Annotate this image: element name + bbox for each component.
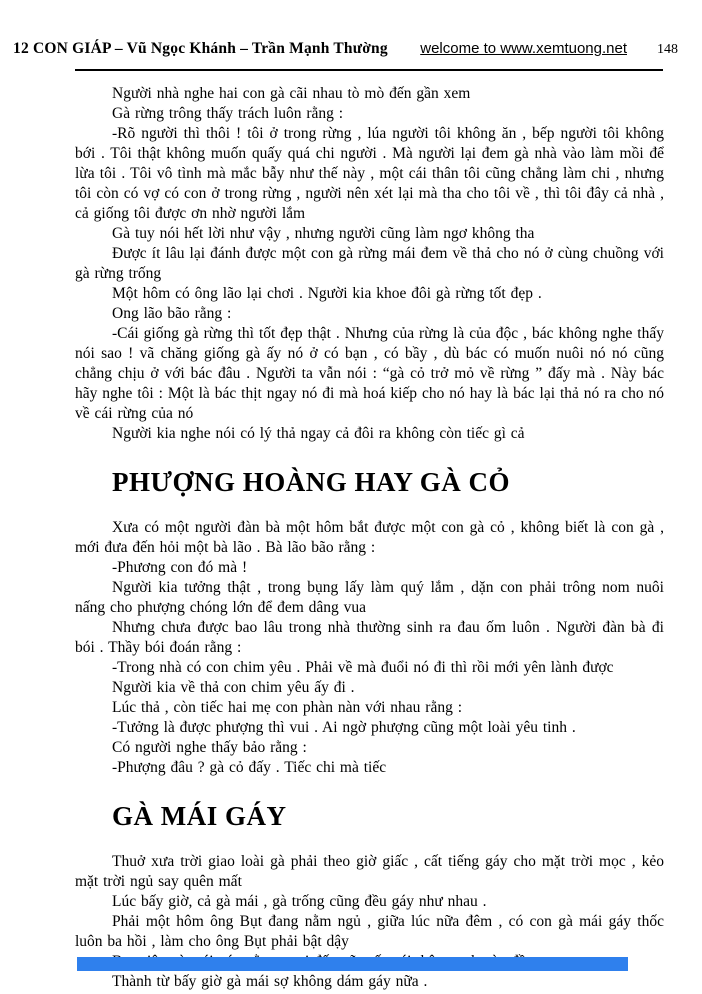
paragraph: -Phương con đó mà ! — [112, 559, 248, 576]
paragraph: -Trong nhà có con chim yêu . Phải về mà đuổi nó đi thì rồi mới yên lành được — [112, 659, 614, 676]
paragraph: -Phượng đâu ? gà cỏ đấy . Tiếc chi mà tiếc — [112, 759, 387, 776]
paragraph: -Rõ người thì thôi ! tôi ở trong rừng , lúa người tôi không ăn , bếp người tôi không bới . Tôi thật không muốn quấy quá chi người . Mà người lại đem gà nhà vào làm mồi để lừa tôi . Tôi vô tình mà mắc bẫy như thế này , một cái thân tôi cũng chẳng làm chi , nhưng tôi còn có vợ có con ở trong rừng , người nên xét lại mà tha cho tôi về , thì tôi đây cả nhà , cả giống tôi được ơn nhờ người lắm — [75, 125, 664, 222]
page-number: 148 — [657, 42, 678, 57]
section-heading: GÀ MÁI GÁY — [112, 801, 287, 831]
paragraph: -Cái giống gà rừng thì tốt đẹp thật . Nhưng của rừng là của độc , bác không nghe thấy nói sao ! vã chăng giống gà ấy nó ở có bạn , có bầy , dù bác có muốn nuôi nó nó cũng chẳng chịu ở với bác đâu . Người ta vẫn nói : “gà cỏ trở mỏ về rừng ” đấy mà . Này bác hãy nghe tôi : Một là bác thịt ngay nó đi mà hoá kiếp cho nó hay là bác lại thả nó ra cho nó về cái rừng của nó — [75, 325, 664, 422]
site-link[interactable]: welcome to www.xemtuong.net — [420, 40, 627, 57]
paragraph: -Tưởng là được phượng thì vui . Ai ngờ phượng cũng một loài yêu tinh . — [112, 719, 576, 736]
paragraph: Lúc bấy giờ, cả gà mái , gà trống cũng đều gáy như nhau . — [112, 893, 487, 910]
paragraph: Gà tuy nói hết lời như vậy , nhưng người cũng làm ngơ không tha — [112, 225, 535, 242]
page-header — [0, 0, 702, 58]
paragraph: Thuở xưa trời giao loài gà phải theo giờ giấc , cất tiếng gáy cho mặt trời mọc , kẻo mặt trời ngủ say quên mất — [75, 853, 664, 890]
paragraph: Người nhà nghe hai con gà cãi nhau tò mò đến gần xem — [112, 85, 471, 102]
paragraph: Ong lão bão rằng : — [112, 305, 232, 322]
paragraph: Người kia nghe nói có lý thả ngay cả đôi ra không còn tiếc gì cả — [112, 425, 525, 442]
paragraph: Thành từ bấy giờ gà mái sợ không dám gáy nữa . — [112, 973, 428, 990]
selection-highlight-bar — [77, 957, 628, 971]
paragraph: Nhưng chưa được bao lâu trong nhà thường sinh ra đau ốm luôn . Người đàn bà đi bói . Thầy bói đoán rằng : — [75, 619, 664, 656]
paragraph: Lúc thả , còn tiếc hai mẹ con phàn nàn với nhau rằng : — [112, 699, 463, 716]
book-title: 12 CON GIÁP – Vũ Ngọc Khánh – Trần Mạnh Thường — [13, 40, 388, 57]
paragraph: Xưa có một người đàn bà một hôm bắt được một con gà cỏ , không biết là con gà , mới đưa đến hỏi một bà lão . Bà lão bão rằng : — [75, 519, 664, 556]
document-body — [0, 71, 702, 992]
paragraph: Có người nghe thấy bảo rằng : — [112, 739, 307, 756]
paragraph: Phải một hôm ông Bụt đang nằm ngủ , giữa lúc nữa đêm , có con gà mái gáy thốc luôn ba hồi , làm cho ông Bụt phải bật dậy — [75, 913, 664, 950]
section-heading: PHƯỢNG HOÀNG HAY GÀ CỎ — [112, 467, 511, 497]
paragraph: Gà rừng trông thấy trách luôn rằng : — [112, 105, 344, 122]
paragraph: Người kia về thả con chim yêu ấy đi . — [112, 679, 355, 696]
paragraph: Được ít lâu lại đánh được một con gà rừng mái đem về thả cho nó ở cùng chuồng với gà rừng trống — [75, 245, 664, 282]
paragraph: Người kia tưởng thật , trong bụng lấy làm quý lắm , dặn con phải trông nom nuôi nấng cho phượng chóng lớn để đem dâng vua — [75, 579, 664, 616]
paragraph: Một hôm có ông lão lại chơi . Người kia khoe đôi gà rừng tốt đẹp . — [112, 285, 542, 302]
